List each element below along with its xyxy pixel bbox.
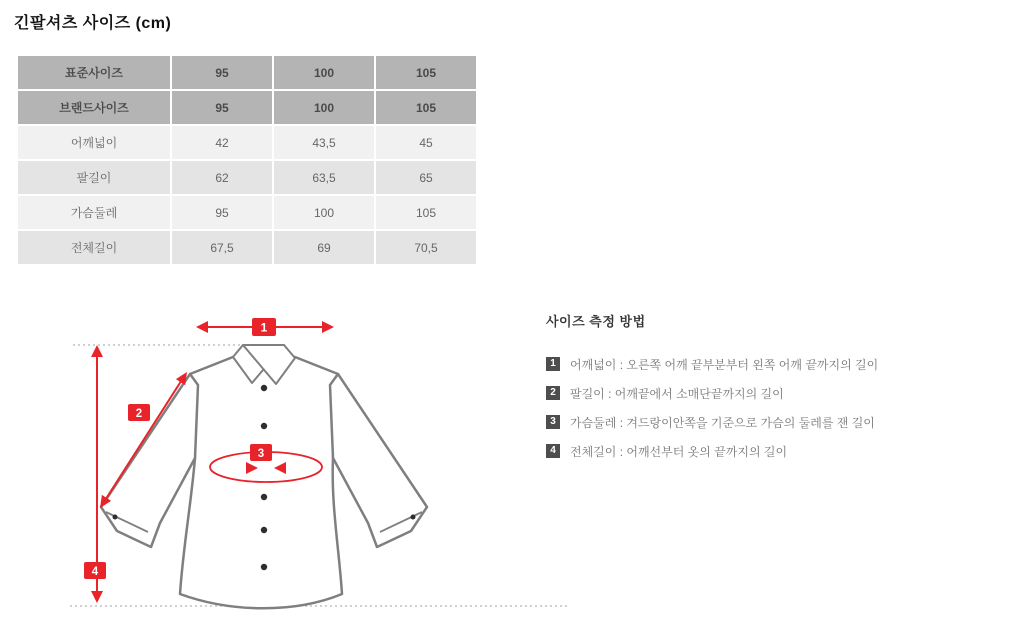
table-row-standard-size [18, 56, 476, 89]
size-table [16, 54, 478, 266]
cell-value: 42 [172, 126, 272, 159]
cell-value: 70,5 [376, 231, 476, 264]
cell-value: 100 [274, 56, 374, 89]
row-label: 표준사이즈 [18, 56, 170, 89]
legend-item-arm-length [546, 386, 1026, 400]
table-row-total-length [18, 231, 476, 264]
row-label: 가슴둘레 [18, 196, 170, 229]
row-label: 팔길이 [18, 161, 170, 194]
legend-item-total-length [546, 444, 1026, 458]
table-row-arm-length [18, 161, 476, 194]
legend-item-chest [546, 415, 1026, 429]
cell-value: 69 [274, 231, 374, 264]
legend-badge-4: 4 [546, 444, 560, 458]
table-row-shoulder-width [18, 126, 476, 159]
cell-value: 63,5 [274, 161, 374, 194]
cell-value: 45 [376, 126, 476, 159]
shirt-measurement-diagram [60, 295, 580, 635]
svg-text:1: 1 [260, 320, 268, 335]
row-label: 전체길이 [18, 231, 170, 264]
shirt-button [261, 385, 267, 391]
shirt-button [261, 527, 267, 533]
cell-value: 95 [172, 91, 272, 124]
diagram-badge-2 [128, 404, 150, 421]
diagram-badge-1 [252, 318, 276, 336]
legend-item-shoulder-width [546, 357, 1026, 371]
cell-value: 100 [274, 91, 374, 124]
table-row-chest [18, 196, 476, 229]
shirt-button [261, 494, 267, 500]
cell-value: 95 [172, 196, 272, 229]
row-label: 어깨넓이 [18, 126, 170, 159]
cell-value: 100 [274, 196, 374, 229]
shirt-button [261, 564, 267, 570]
legend-item-text: 어깨넓이 : 오른쪽 어깨 끝부분부터 왼쪽 어깨 끝까지의 길이 [570, 357, 879, 372]
cell-value: 65 [376, 161, 476, 194]
shirt-button [261, 423, 267, 429]
legend-item-text: 팔길이 : 어깨끝에서 소매단끝까지의 길이 [570, 386, 784, 401]
shirt-right-sleeve [330, 374, 427, 547]
legend-item-text: 전체길이 : 어깨선부터 옷의 끝까지의 길이 [570, 444, 788, 459]
cell-value: 95 [172, 56, 272, 89]
right-cuff-button [411, 515, 416, 520]
table-row-brand-size [18, 91, 476, 124]
cell-value: 67,5 [172, 231, 272, 264]
diagram-badge-4 [84, 562, 106, 579]
cell-value: 62 [172, 161, 272, 194]
svg-text:4: 4 [91, 566, 99, 578]
diagram-badge-3 [250, 444, 272, 461]
row-label: 브랜드사이즈 [18, 91, 170, 124]
legend-badge-2: 2 [546, 386, 560, 400]
legend-badge-3: 3 [546, 415, 560, 429]
left-cuff-button [113, 515, 118, 520]
cell-value: 105 [376, 91, 476, 124]
svg-text:2: 2 [135, 408, 143, 420]
measurement-legend [546, 311, 1026, 473]
shirt-left-sleeve [101, 374, 198, 547]
cell-value: 43,5 [274, 126, 374, 159]
cell-value: 105 [376, 196, 476, 229]
legend-heading: 사이즈 측정 방법 [546, 314, 646, 329]
legend-badge-1: 1 [546, 357, 560, 371]
svg-text:3: 3 [257, 448, 265, 460]
legend-item-text: 가슴둘레 : 겨드랑이안쪽을 기준으로 가슴의 둘레를 잰 길이 [570, 415, 875, 430]
page-title: 긴팔셔츠 사이즈 (cm) [14, 15, 172, 32]
cell-value: 105 [376, 56, 476, 89]
